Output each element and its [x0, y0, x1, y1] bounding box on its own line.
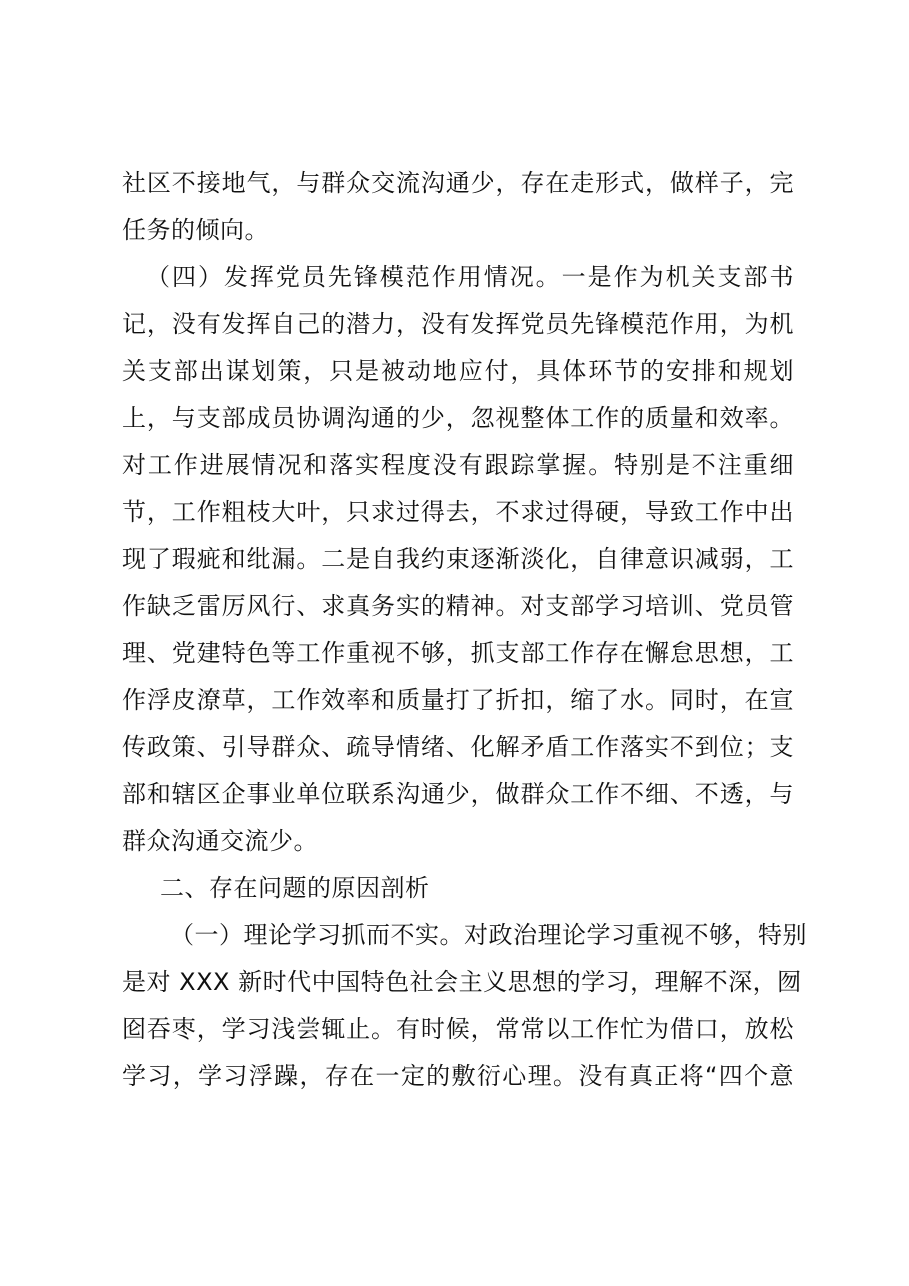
text-line: 传政策、引导群众、疏导情绪、化解矛盾工作落实不到位；支 [122, 733, 794, 761]
text-line: 任务的倾向。 [122, 216, 269, 244]
document-page [122, 160, 807, 1100]
text-line: 学习，学习浮躁，存在一定的敷衍心理。没有真正将“四个意 [122, 1062, 794, 1090]
text-line: 关支部出谋划策，只是被动地应付，具体环节的安排和规划 [122, 357, 794, 385]
text-line: 节，工作粗枝大叶，只求过得去，不求过得硬，导致工作中出 [122, 498, 794, 526]
text-line: 上，与支部成员协调沟通的少，忽视整体工作的质量和效率。 [122, 404, 794, 432]
section-heading: 二、存在问题的原因剖析 [160, 874, 430, 902]
text-line: 社区不接地气，与群众交流沟通少，存在走形式，做样子，完 [122, 169, 794, 197]
text-line: 作浮皮潦草，工作效率和质量打了折扣，缩了水。同时，在宣 [122, 686, 794, 714]
text-line: 作缺乏雷厉风行、求真务实的精神。对支部学习培训、党员管 [122, 592, 794, 620]
text-line: 是对 XXX 新时代中国特色社会主义思想的学习，理解不深，囫 [122, 968, 802, 996]
text-line: 记，没有发挥自己的潜力，没有发挥党员先锋模范作用，为机 [122, 310, 794, 338]
text-line: 对工作进展情况和落实程度没有跟踪掌握。特别是不注重细 [122, 451, 794, 479]
text-line: 群众沟通交流少。 [122, 827, 318, 855]
text-line: 现了瑕疵和纰漏。二是自我约束逐渐淡化，自律意识减弱，工 [122, 545, 794, 573]
text-line: （一）理论学习抓而不实。对政治理论学习重视不够，特别 [170, 921, 807, 949]
text-line: 囵吞枣，学习浅尝辄止。有时候，常常以工作忙为借口，放松 [122, 1015, 794, 1043]
text-line: 部和辖区企事业单位联系沟通少，做群众工作不细、不透，与 [122, 780, 794, 808]
text-line: 理、党建特色等工作重视不够，抓支部工作存在懈怠思想，工 [122, 639, 794, 667]
text-line: （四）发挥党员先锋模范作用情况。一是作为机关支部书 [146, 263, 794, 291]
